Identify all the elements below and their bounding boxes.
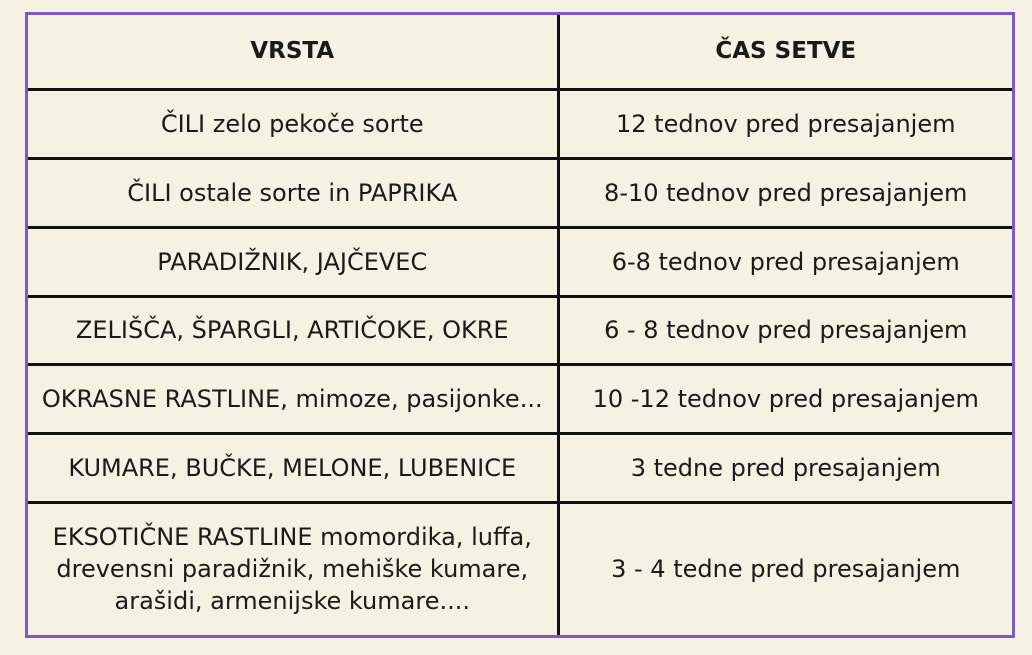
table-row	[28, 296, 1012, 364]
cell-cas-setve: 12 tednov pred presajanjem	[558, 89, 1012, 158]
table-header-row	[28, 15, 1012, 89]
cell-cas-setve: 10 -12 tednov pred presajanjem	[558, 364, 1012, 433]
cell-cas-setve: 8-10 tednov pred presajanjem	[558, 158, 1012, 227]
cell-vrsta: ČILI zelo pekoče sorte	[28, 89, 558, 158]
table-row	[28, 227, 1012, 296]
table-row	[28, 364, 1012, 433]
sowing-table-frame	[25, 12, 1015, 638]
cell-vrsta: PARADIŽNIK, JAJČEVEC	[28, 227, 558, 296]
cell-vrsta: OKRASNE RASTLINE, mimoze, pasijonke...	[28, 364, 558, 433]
table-row	[28, 89, 1012, 158]
cell-vrsta: EKSOTIČNE RASTLINE momordika, luffa, drevensni paradižnik, mehiške kumare, arašidi, armenijske kumare....	[28, 502, 558, 635]
cell-cas-setve: 3 tedne pred presajanjem	[558, 433, 1012, 502]
header-cas-setve: ČAS SETVE	[558, 15, 1012, 89]
cell-cas-setve: 6-8 tednov pred presajanjem	[558, 227, 1012, 296]
cell-cas-setve: 6 - 8 tednov pred presajanjem	[558, 296, 1012, 364]
cell-vrsta: ZELIŠČA, ŠPARGLI, ARTIČOKE, OKRE	[28, 296, 558, 364]
sowing-schedule-table	[28, 15, 1012, 635]
cell-cas-setve: 3 - 4 tedne pred presajanjem	[558, 502, 1012, 635]
header-vrsta: VRSTA	[28, 15, 558, 89]
cell-vrsta: ČILI ostale sorte in PAPRIKA	[28, 158, 558, 227]
table-row	[28, 158, 1012, 227]
cell-vrsta: KUMARE, BUČKE, MELONE, LUBENICE	[28, 433, 558, 502]
table-row	[28, 433, 1012, 502]
table-row	[28, 502, 1012, 635]
